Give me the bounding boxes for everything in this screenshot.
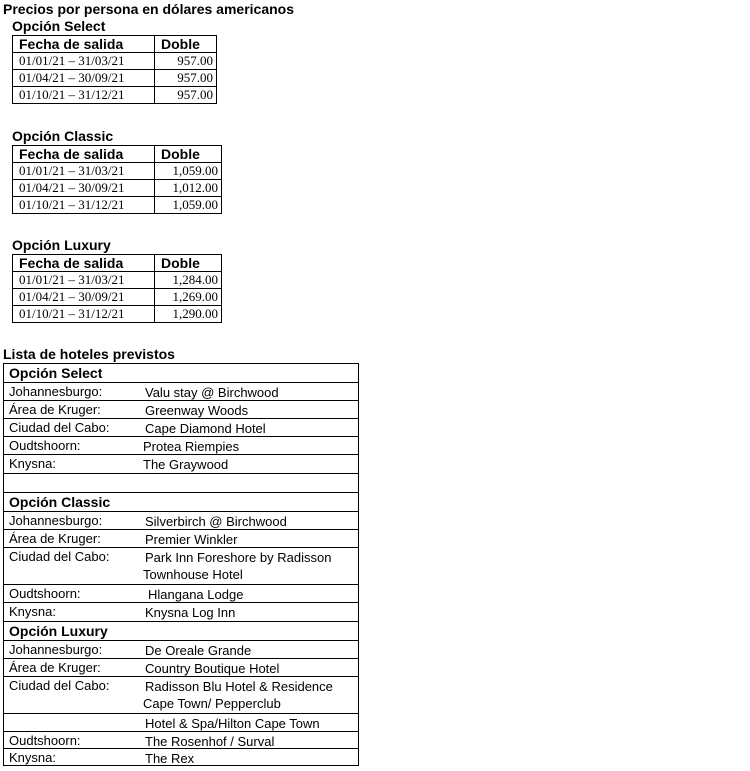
price-table-classic (12, 145, 222, 214)
section-title: Opción Luxury (9, 623, 108, 639)
table-row (13, 53, 217, 70)
date-cell: 01/04/21 – 30/09/21 (13, 180, 155, 197)
table-row (13, 306, 222, 323)
hotel-cell: Valu stay @ Birchwood (145, 385, 279, 400)
city-cell: Ciudad del Cabo: (9, 678, 110, 693)
section-title: Opción Classic (9, 494, 111, 510)
column-header-date: Fecha de salida (13, 146, 155, 163)
column-header-date: Fecha de salida (13, 36, 155, 53)
hotel-cell: Silverbirch @ Birchwood (145, 514, 287, 529)
table-row (4, 585, 358, 603)
column-header-double: Doble (155, 36, 217, 53)
table-row (4, 437, 358, 455)
table-row (4, 419, 358, 437)
city-cell: Oudtshoorn: (9, 586, 81, 601)
date-cell: 01/04/21 – 30/09/21 (13, 70, 155, 87)
table-row (13, 163, 222, 180)
price-cell: 1,290.00 (155, 306, 222, 323)
table-row (4, 603, 358, 622)
price-cell: 1,269.00 (155, 289, 222, 306)
hotel-cell: Hlangana Lodge (148, 587, 244, 602)
table-row (13, 180, 222, 197)
hotel-cell: Cape Diamond Hotel (145, 421, 266, 436)
date-cell: 01/01/21 – 31/03/21 (13, 163, 155, 180)
table-row (4, 714, 358, 732)
hotel-cell: Knysna Log Inn (145, 605, 236, 620)
table-row (13, 197, 222, 214)
column-header-double: Doble (155, 146, 222, 163)
hotel-cell: Premier Winkler (145, 532, 238, 547)
price-cell: 1,059.00 (155, 197, 222, 214)
hotel-cell: Hotel & Spa/Hilton Cape Town (145, 716, 320, 731)
hotel-cell: Park Inn Foreshore by Radisson (145, 550, 332, 565)
price-cell: 957.00 (155, 87, 217, 104)
city-cell: Johannesburgo: (9, 384, 103, 399)
hotel-cell: De Oreale Grande (145, 643, 252, 658)
date-cell: 01/01/21 – 31/03/21 (13, 272, 155, 289)
table-row (13, 70, 217, 87)
city-cell: Ciudad del Cabo: (9, 420, 110, 435)
hotel-cell: Country Boutique Hotel (145, 661, 280, 676)
table-row (4, 548, 358, 585)
table-row (4, 659, 358, 677)
city-cell: Knysna: (9, 604, 56, 619)
date-cell: 01/10/21 – 31/12/21 (13, 306, 155, 323)
table-row (4, 749, 358, 766)
table-row (13, 289, 222, 306)
hotel-cell: The Rex (145, 751, 195, 766)
hotel-cell: The Graywood (143, 457, 229, 472)
date-cell: 01/04/21 – 30/09/21 (13, 289, 155, 306)
city-cell: Área de Kruger: (9, 660, 101, 675)
hotel-cell-continued: Townhouse Hotel (143, 567, 243, 582)
price-table-select (12, 35, 217, 104)
column-header-double: Doble (155, 255, 222, 272)
city-cell: Ciudad del Cabo: (9, 549, 110, 564)
section-header-luxury (4, 622, 358, 641)
table-row (4, 383, 358, 401)
empty-row (4, 474, 358, 493)
price-table-luxury (12, 254, 222, 323)
table-row (13, 87, 217, 104)
price-cell: 957.00 (155, 70, 217, 87)
section-header-select (4, 364, 358, 383)
date-cell: 01/01/21 – 31/03/21 (13, 53, 155, 70)
date-cell: 01/10/21 – 31/12/21 (13, 87, 155, 104)
date-cell: 01/10/21 – 31/12/21 (13, 197, 155, 214)
hotel-cell-continued: Cape Town/ Pepperclub (143, 696, 281, 711)
table-row (4, 530, 358, 548)
table-row (13, 272, 222, 289)
city-cell: Knysna: (9, 456, 56, 471)
city-cell: Oudtshoorn: (9, 438, 81, 453)
option-classic-label: Opción Classic (12, 128, 114, 144)
section-title: Opción Select (9, 365, 103, 381)
table-row (4, 455, 358, 474)
hotel-cell: The Rosenhof / Surval (145, 734, 275, 749)
table-header-row (13, 255, 222, 272)
hotels-table (3, 363, 359, 766)
city-cell: Área de Kruger: (9, 402, 101, 417)
table-row (4, 732, 358, 749)
table-row (4, 512, 358, 530)
price-cell: 957.00 (155, 53, 217, 70)
table-row (4, 641, 358, 659)
table-row (4, 401, 358, 419)
prices-title: Precios por persona en dólares americanos (3, 1, 295, 17)
city-cell: Oudtshoorn: (9, 733, 81, 748)
price-cell: 1,284.00 (155, 272, 222, 289)
hotel-cell: Radisson Blu Hotel & Residence (145, 679, 333, 694)
city-cell: Johannesburgo: (9, 513, 103, 528)
hotel-cell: Protea Riempies (143, 439, 240, 454)
table-header-row (13, 146, 222, 163)
price-cell: 1,059.00 (155, 163, 222, 180)
option-select-label: Opción Select (12, 18, 106, 34)
price-cell: 1,012.00 (155, 180, 222, 197)
hotels-title: Lista de hoteles previstos (3, 346, 175, 362)
column-header-date: Fecha de salida (13, 255, 155, 272)
table-row (4, 677, 358, 714)
option-luxury-label: Opción Luxury (12, 237, 111, 253)
city-cell: Knysna: (9, 750, 56, 765)
city-cell: Johannesburgo: (9, 642, 103, 657)
city-cell: Área de Kruger: (9, 531, 101, 546)
table-header-row (13, 36, 217, 53)
section-header-classic (4, 493, 358, 512)
hotel-cell: Greenway Woods (145, 403, 249, 418)
